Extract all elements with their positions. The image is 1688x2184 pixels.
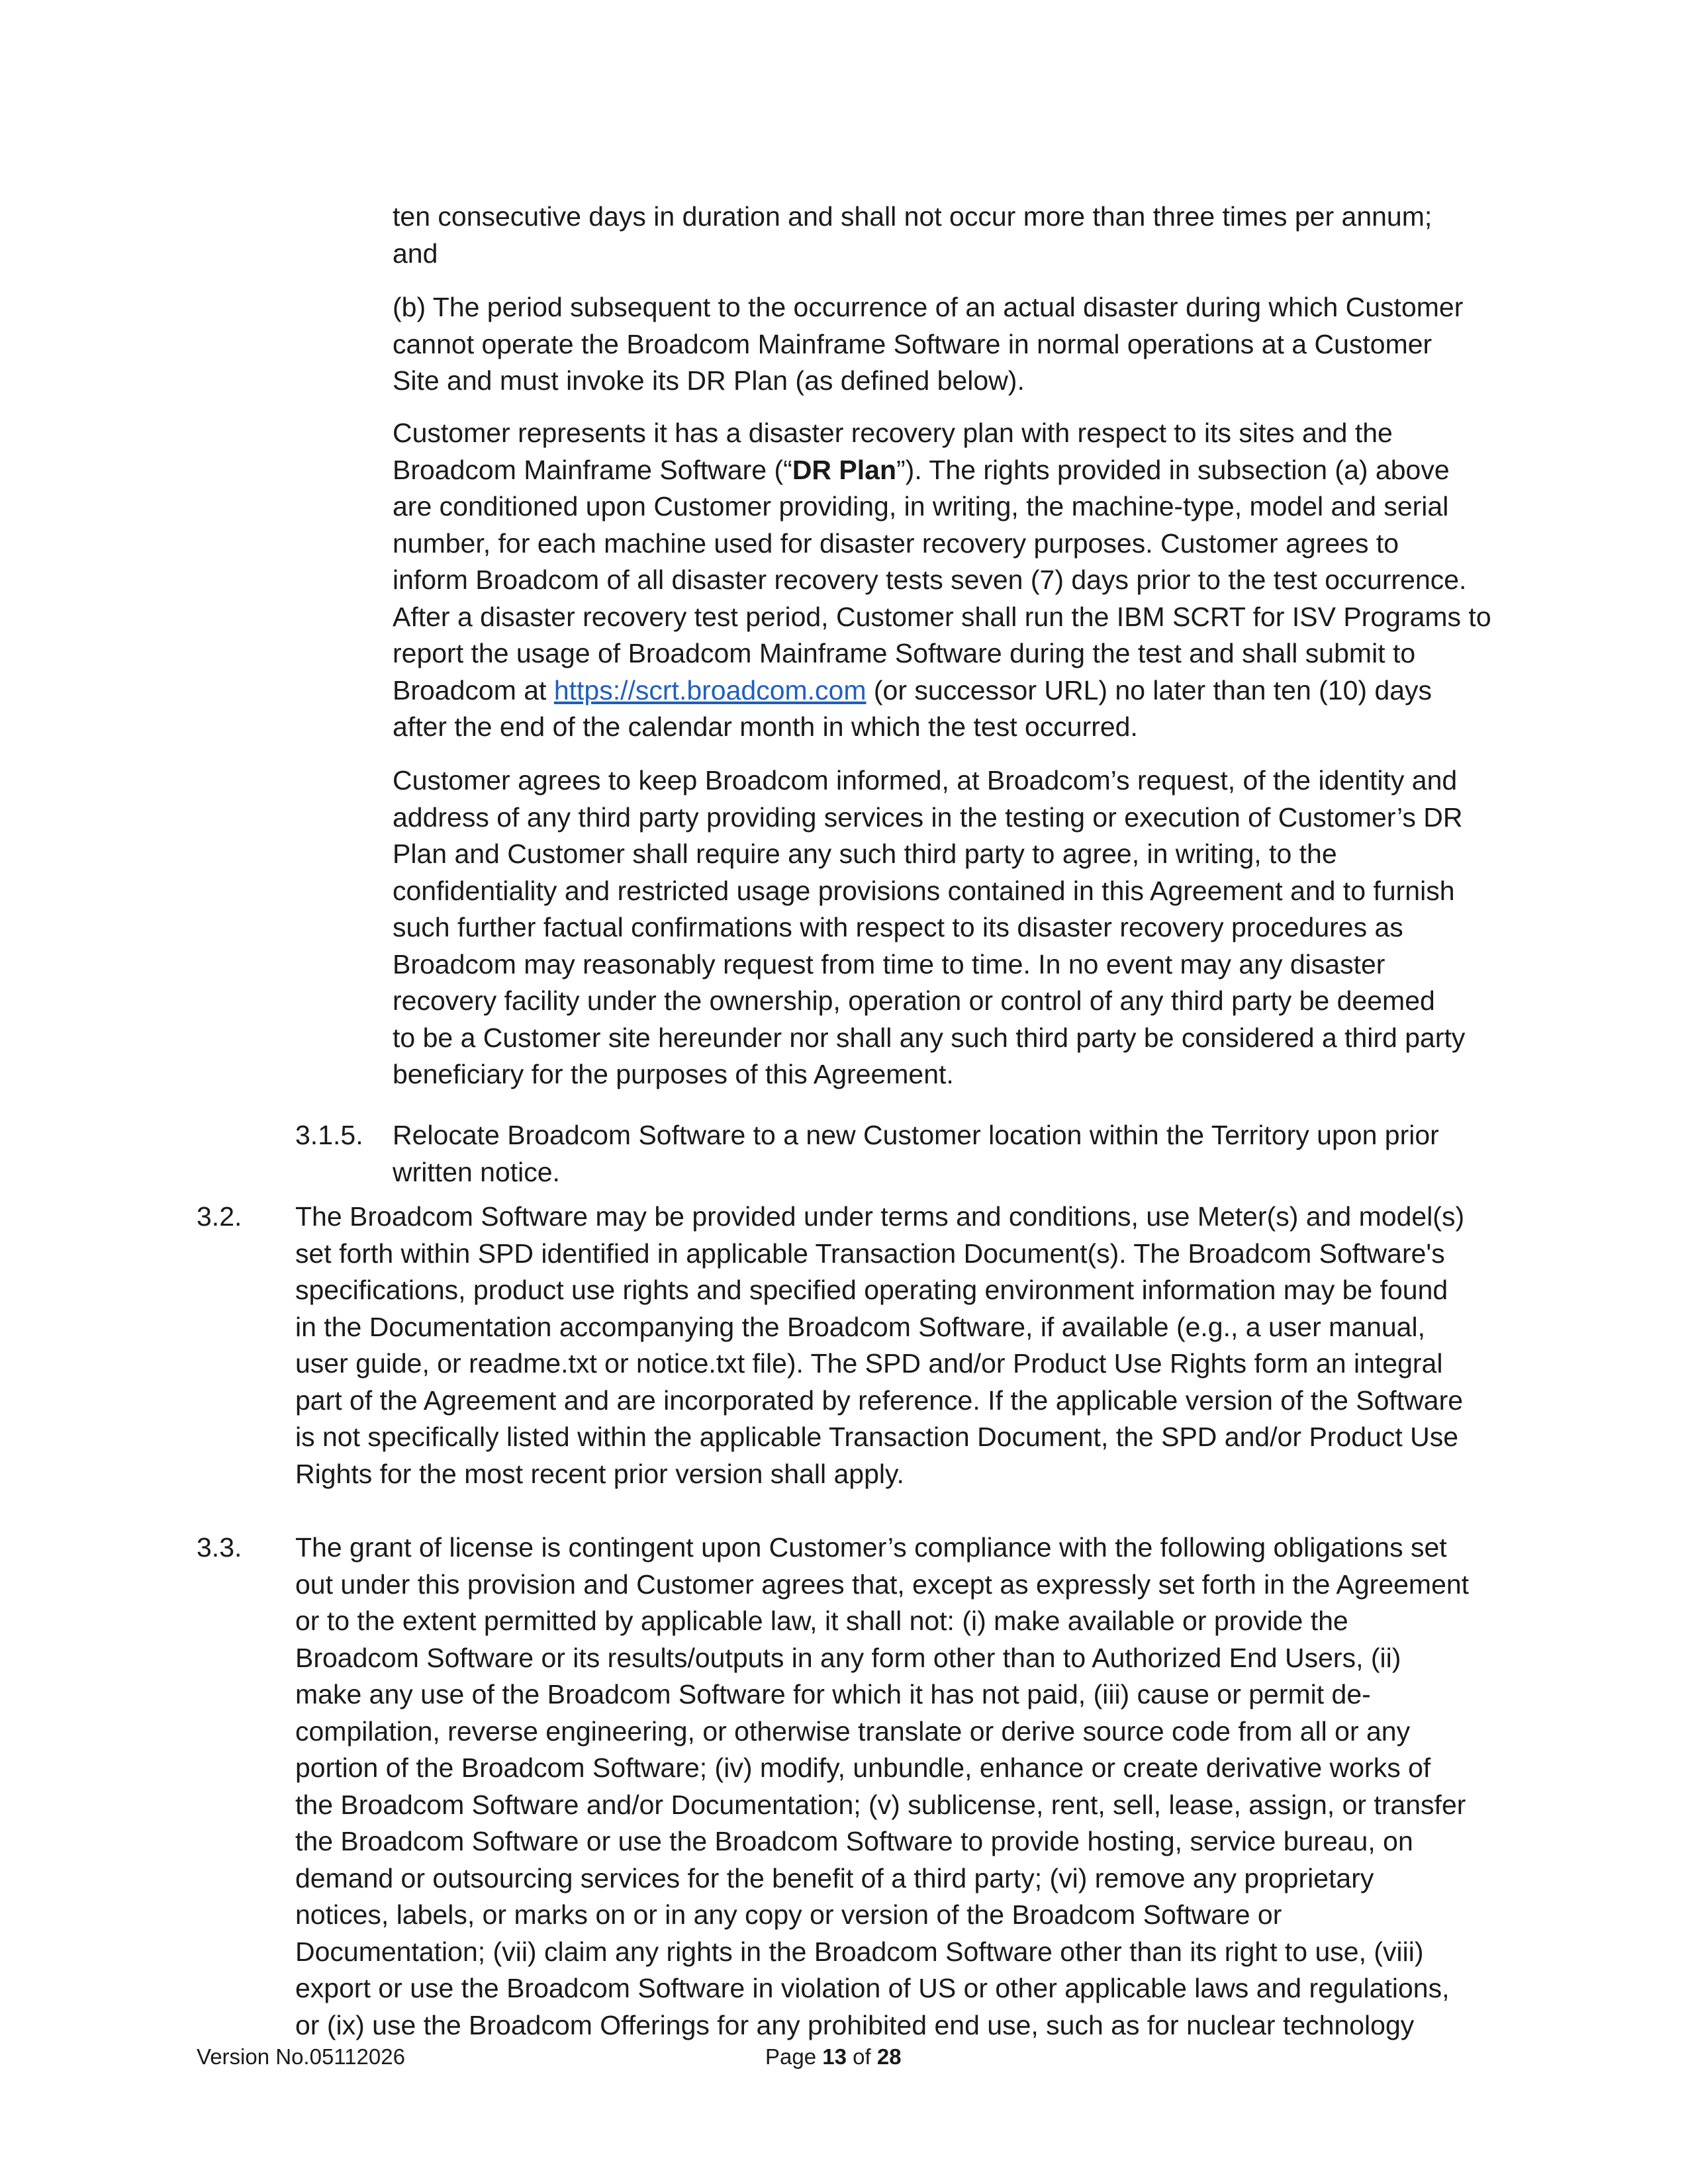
paragraph-dr-plan xyxy=(393,415,1518,746)
dr-plan-text-c: (or successor URL) no later than ten (10) days after the end of the calendar month in which the test occurred. xyxy=(393,674,1432,742)
section-number-3-1-5: 3.1.5. xyxy=(295,1120,363,1150)
footer-page-number xyxy=(765,2044,902,2070)
footer-version: Version No.05112026 xyxy=(197,2044,405,2069)
footer-page-word: Page xyxy=(765,2044,817,2069)
paragraph-actual-disaster: (b) The period subsequent to the occurrence of an actual disaster during which Customer cannot operate the Broadcom Mainframe Software in normal operations at a Customer Site and must invoke its DR Plan (as defined below). xyxy=(393,292,1464,396)
dr-plan-text-b: ”). The rights provided in subsection (a) above are conditioned upon Customer providing, in writing, the machine-type, model and serial number, for each machine used for disaster recovery purposes. Customer agrees to inform Broadcom of all disaster recovery tests seven (7) days prior to the test occurrence. After a disaster recovery test period, Customer shall run the IBM SCRT for ISV Programs to report the usage of Broadcom Mainframe Software during the test and shall submit to Broadcom at xyxy=(393,454,1491,705)
dr-plan-term: DR Plan xyxy=(792,454,897,485)
paragraph-third-party-dr: Customer agrees to keep Broadcom informed, at Broadcom’s request, of the identity and address of any third party providing services in the testing or execution of Customer’s DR Plan and Customer shall require any such third party to agree, in writing, to the confidentiality and restricted usage provisions contained in this Agreement and to furnish such further factual confirmations with respect to its disaster recovery procedures as Broadcom may reasonably request from time to time. In no event may any disaster recovery facility under the ownership, operation or control of any third party be deemed to be a Customer site hereunder nor shall any such third party be considered a third party beneficiary for the purposes of this Agreement. xyxy=(393,765,1466,1089)
section-text-3-3: The grant of license is contingent upon Customer’s compliance with the following obligations set out under this provision and Customer agrees that, except as expressly set forth in the Agreement or to the extent permitted by applicable law, it shall not: (i) make available or provide the Broadcom Software or its results/outputs in any form other than to Authorized End Users, (ii) make any use of the Broadcom Software for which it has not paid, (iii) cause or permit de- compilation, reverse engineering, or otherwise translate or derive source code from all or any portion of the Broadcom Software; (iv) modify, unbundle, enhance or create derivative works of the Broadcom Software and/or Documentation; (v) sublicense, rent, sell, lease, assign, or transfer the Broadcom Software or use the Broadcom Software to provide hosting, service bureau, on demand or outsourcing services for the benefit of a third party; (vi) remove any proprietary notices, labels, or marks on or in any copy or version of the Broadcom Software or Documentation; (vii) claim any rights in the Broadcom Software other than its right to use, (viii) export or use the Broadcom Software in violation of US or other applicable laws and regulations, or (ix) use the Broadcom Offerings for any prohibited end use, such as for nuclear technology xyxy=(295,1532,1470,2040)
section-number-3-2: 3.2. xyxy=(197,1201,242,1232)
paragraph-dr-test-duration: ten consecutive days in duration and shall not occur more than three times per annum; and xyxy=(393,201,1432,269)
footer-page-total: 28 xyxy=(876,2044,902,2069)
dr-plan-text-a: Customer represents it has a disaster recovery plan with respect to its sites and the Broadcom Mainframe Software (“ xyxy=(393,418,1393,485)
section-text-3-1-5: Relocate Broadcom Software to a new Customer location within the Territory upon prior written notice. xyxy=(393,1120,1439,1187)
scrt-link[interactable]: https://scrt.broadcom.com xyxy=(553,674,867,705)
section-text-3-2: The Broadcom Software may be provided under terms and conditions, use Meter(s) and model(s) set forth within SPD identified in applicable Transaction Document(s). The Broadcom Software's specifications, product use rights and specified operating environment information may be found in the Documentation accompanying the Broadcom Software, if available (e.g., a user manual, user guide, or readme.txt or notice.txt file). The SPD and/or Product Use Rights form an integral part of the Agreement and are incorporated by reference. If the applicable version of the Software is not specifically listed within the applicable Transaction Document, the SPD and/or Product Use Rights for the most recent prior version shall apply. xyxy=(295,1201,1465,1489)
footer-page-of: of xyxy=(853,2044,871,2069)
footer-page-current: 13 xyxy=(822,2044,847,2069)
section-number-3-3: 3.3. xyxy=(197,1532,242,1563)
